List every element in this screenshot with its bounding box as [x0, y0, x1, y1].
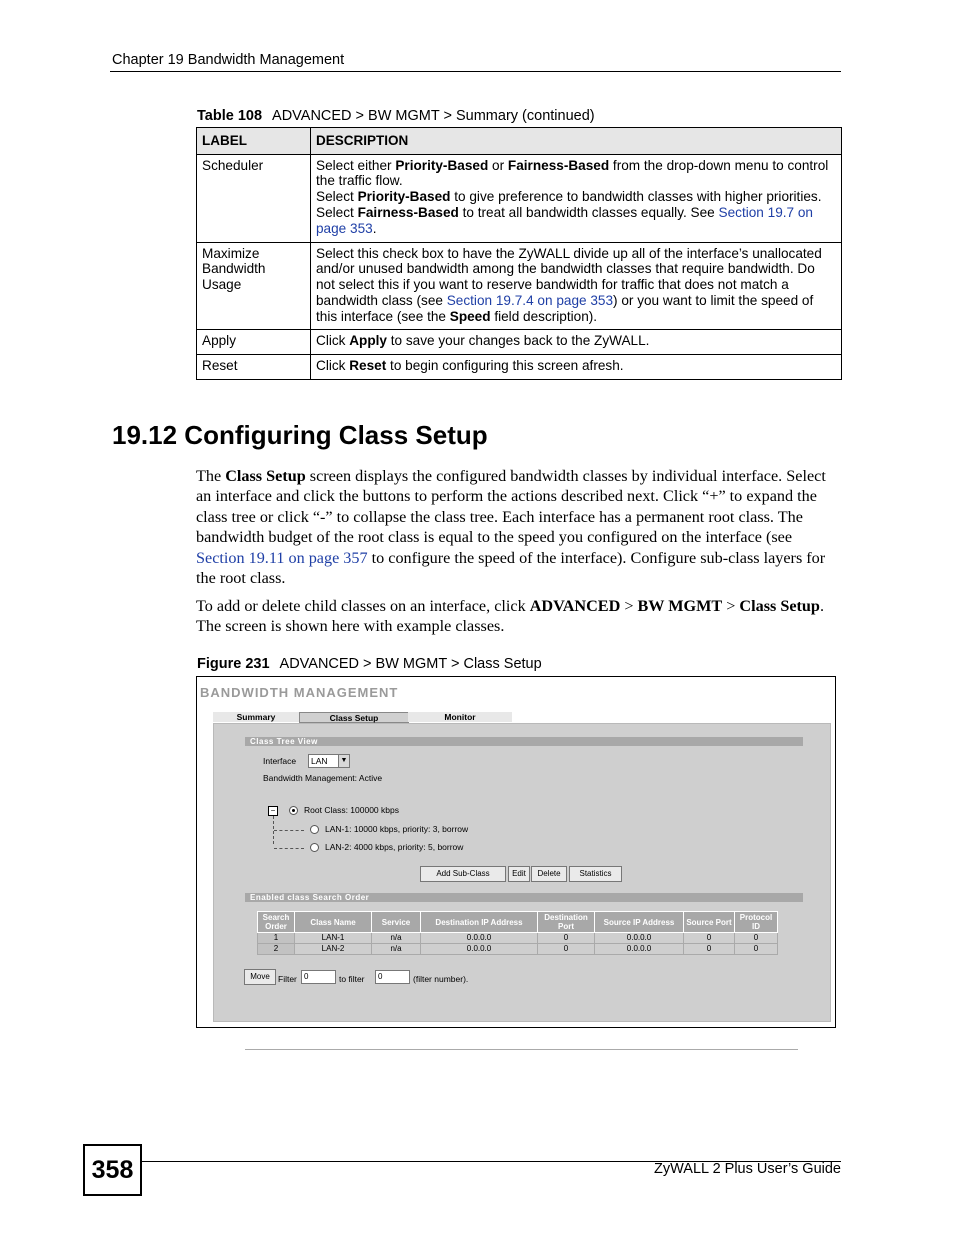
description-table	[196, 127, 842, 380]
to-filter-input[interactable]: 0	[375, 970, 410, 984]
cell: 0.0.0.0	[595, 933, 684, 944]
col-destination-port: Destination Port	[538, 912, 595, 933]
table-row	[197, 329, 842, 354]
statistics-button[interactable]: Statistics	[569, 866, 622, 882]
tab-summary[interactable]: Summary	[213, 712, 299, 722]
collapse-icon[interactable]: −	[268, 806, 278, 816]
bold-term: Fairness-Based	[357, 204, 459, 220]
screen-title: BANDWIDTH MANAGEMENT	[200, 685, 399, 700]
interface-select[interactable]	[308, 754, 350, 768]
filter-input[interactable]: 0	[301, 970, 336, 984]
description-column-header: DESCRIPTION	[311, 128, 842, 155]
text: field description).	[490, 308, 598, 324]
root-class-radio[interactable]	[289, 806, 298, 815]
section-heading: 19.12 Configuring Class Setup	[112, 420, 488, 450]
bold-term: Class Setup	[739, 597, 820, 615]
to-filter-label: to filter	[339, 974, 365, 984]
bold-term: Reset	[349, 357, 387, 373]
row-description	[311, 154, 842, 242]
bold-term: ADVANCED	[529, 597, 621, 615]
guide-title: ZyWALL 2 Plus User’s Guide	[654, 1161, 841, 1177]
filter-hint: (filter number).	[413, 974, 469, 984]
row-label: Apply	[197, 329, 311, 354]
text: from the drop-down menu to control the traffic flow.	[316, 157, 829, 189]
edit-button[interactable]: Edit	[508, 866, 530, 882]
cell: 0	[684, 944, 735, 955]
tree-connector	[274, 848, 304, 849]
table-row[interactable]	[258, 944, 778, 955]
text: Click	[316, 332, 350, 348]
cell: 0	[684, 933, 735, 944]
col-search-order: Search Order	[258, 912, 295, 933]
table-caption	[197, 108, 595, 124]
text: to treat all bandwidth classes equally. See	[458, 204, 719, 220]
chevron-down-icon: ▼	[338, 755, 349, 767]
cell: n/a	[372, 944, 421, 955]
text: >	[620, 597, 638, 615]
cell: LAN-2	[295, 944, 372, 955]
add-sub-class-button[interactable]: Add Sub-Class	[420, 866, 506, 882]
cell: 0	[735, 933, 778, 944]
bold-term: BW MGMT	[637, 597, 723, 615]
class-lan2-radio[interactable]	[310, 843, 319, 852]
cell: 0.0.0.0	[595, 944, 684, 955]
cell: 0.0.0.0	[421, 933, 538, 944]
body-paragraph	[196, 596, 844, 637]
text: Select this check box to have the ZyWALL divide up all of the interface’s unallocated and/or unused bandwidth among the bandwidth classes that require bandwidth. Do not select this if you want to reserve bandwidth for traffic that does not match a bandwidth class (see	[316, 245, 822, 308]
row-label: Scheduler	[197, 154, 311, 242]
tab-monitor[interactable]: Monitor	[408, 712, 512, 722]
text: Select either	[316, 157, 396, 173]
text: to save your changes back to the ZyWALL.	[387, 332, 650, 348]
text: The	[196, 467, 226, 485]
text: ) or you want to limit the speed of this interface (see the	[316, 292, 814, 324]
col-class-name: Class Name	[295, 912, 372, 933]
running-head: Chapter 19 Bandwidth Management	[112, 52, 345, 68]
order-header-row	[258, 912, 778, 933]
description-line	[316, 205, 836, 236]
bold-term: Speed	[449, 308, 491, 324]
description-line	[316, 189, 836, 205]
row-description	[311, 242, 842, 329]
bold-term: Fairness-Based	[507, 157, 610, 173]
col-protocol-id: Protocol ID	[735, 912, 778, 933]
text: or	[488, 157, 508, 173]
tab-class-setup[interactable]: Class Setup	[299, 712, 409, 723]
class-lan1-radio[interactable]	[310, 825, 319, 834]
col-source-ip: Source IP Address	[595, 912, 684, 933]
section-link[interactable]: Section 19.7 on page 353	[316, 204, 813, 236]
bold-term: Apply	[349, 332, 387, 348]
text: Select	[316, 204, 358, 220]
bold-term: Priority-Based	[357, 189, 451, 205]
class-tree-view-bar: Class Tree View	[245, 737, 803, 746]
text: Select	[316, 189, 358, 205]
interface-value: LAN	[311, 756, 328, 766]
tree-connector	[274, 830, 304, 831]
row-label: Reset	[197, 354, 311, 379]
section-link[interactable]: Section 19.11 on page 357	[196, 548, 368, 567]
panel-divider	[245, 1049, 798, 1050]
description-line	[316, 158, 836, 189]
search-order-bar: Enabled class Search Order	[245, 893, 803, 902]
cell: 0	[735, 944, 778, 955]
text: to configure the speed of the interface). Configure sub-class layers for the root class.	[196, 548, 826, 588]
row-description	[311, 329, 842, 354]
table-row[interactable]	[258, 933, 778, 944]
figure-caption-text: ADVANCED > BW MGMT > Class Setup	[279, 656, 542, 672]
table-row	[197, 242, 842, 329]
class-lan2-label: LAN-2: 4000 kbps, priority: 5, borrow	[325, 842, 464, 852]
section-link[interactable]: Section 19.7.4 on page 353	[446, 292, 614, 308]
body-paragraph	[196, 466, 844, 588]
table-caption-text: ADVANCED > BW MGMT > Summary (continued)	[272, 108, 595, 124]
class-lan1-label: LAN-1: 10000 kbps, priority: 3, borrow	[325, 824, 469, 834]
figure-caption-label: Figure 231	[197, 656, 270, 672]
interface-label: Interface	[263, 756, 297, 766]
table-row	[197, 154, 842, 242]
cell: LAN-1	[295, 933, 372, 944]
row-label: Maximize Bandwidth Usage	[197, 242, 311, 329]
bold-term: Priority-Based	[395, 157, 489, 173]
text: to begin configuring this screen afresh.	[386, 357, 624, 373]
class-setup-panel	[213, 723, 831, 1022]
col-service: Service	[372, 912, 421, 933]
col-source-port: Source Port	[684, 912, 735, 933]
figure-caption	[197, 656, 542, 672]
text: to give preference to bandwidth classes with higher priorities.	[450, 189, 822, 205]
bold-term: Class Setup	[225, 467, 306, 485]
cell: 0	[538, 933, 595, 944]
table-row	[197, 354, 842, 379]
text: screen displays the configured bandwidth classes by individual interface. Select an interface and click the buttons to perform the actions described next. Click “+” to expand the class tree or click “-” to collapse the class tree. Each interface has a permanent root class. The bandwidth budget of the root class is equal to the speed you configured on the interface (see	[196, 467, 826, 547]
page-number: 358	[83, 1144, 142, 1196]
text: Click	[316, 357, 350, 373]
root-class-label: Root Class: 100000 kbps	[304, 805, 399, 815]
order-cell: 1	[258, 933, 295, 944]
search-order-table	[257, 911, 778, 955]
text: To add or delete child classes on an interface, click	[196, 597, 530, 615]
text: >	[722, 597, 740, 615]
table-header-row	[197, 128, 842, 155]
cell: 0	[538, 944, 595, 955]
text: . The screen is shown here with example classes.	[196, 597, 824, 636]
text: .	[372, 220, 377, 236]
order-cell: 2	[258, 944, 295, 955]
move-button[interactable]: Move	[244, 969, 276, 985]
cell: 0.0.0.0	[421, 944, 538, 955]
table-caption-label: Table 108	[197, 108, 263, 124]
row-description	[311, 354, 842, 379]
label-column-header: LABEL	[197, 128, 311, 155]
figure-screenshot	[196, 676, 836, 1028]
bw-mgmt-status: Bandwidth Management: Active	[263, 773, 383, 783]
col-destination-ip: Destination IP Address	[421, 912, 538, 933]
filter-label: Filter	[278, 974, 297, 984]
delete-button[interactable]: Delete	[531, 866, 567, 882]
header-rule	[110, 71, 841, 72]
cell: n/a	[372, 933, 421, 944]
